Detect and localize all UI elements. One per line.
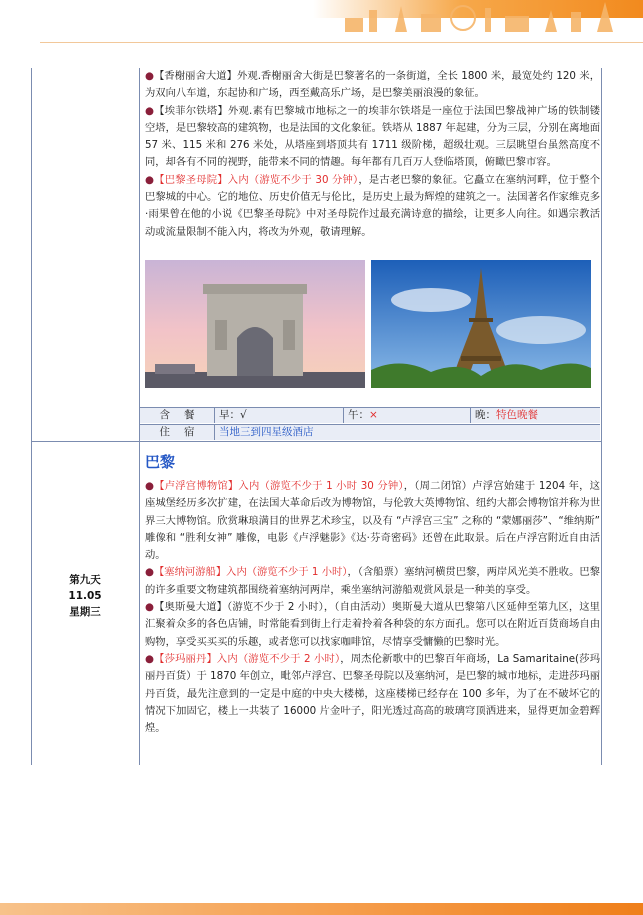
breakfast-cell: 早：√: [214, 408, 343, 423]
bullet-icon: ●: [145, 601, 155, 614]
attraction-samaritaine: ●【莎玛丽丹】入内（游览不少于 2 小时），周杰伦新歌中的巴黎百年商场，La Samaritaine(莎玛丽丹百货）于 1870 年创立，毗邻卢浮宫、巴黎圣母院以及塞纳河，是巴黎的城市地标，走进莎玛丽丹百货，最先注意到的一定是中庭的中央大楼梯，这座楼梯已经存在 100 多年，为了在不破坏它的情况下加固它，楼上一共装了 16000 片金叶子，阳光透过高高的玻璃穹顶洒进来，显得更加金碧辉煌。: [145, 652, 600, 735]
attraction-louvre: ●【卢浮宫博物馆】入内（游览不少于 1 小时 30 分钟），（周二闭馆）卢浮宫始建于 1204 年，这座城堡经历多次扩建，在法国大革命后改为博物馆，与伦敦大英博物馆、纽约大都会博物馆并称为世界三大博物馆。欣赏琳琅满目的世界艺术珍宝，以及有 “卢浮宫三宝” 之称的 “蒙娜丽莎”、“维纳斯” 雕像和 “胜利女神” 雕像，电影《卢浮魅影》《达·芬奇密码》还曾在此取景。后在卢浮宫附近自由活动。: [145, 480, 600, 562]
eiffel-tower-photo: [371, 260, 591, 402]
photo-row: [145, 260, 600, 402]
arc-de-triomphe-photo: [145, 260, 365, 402]
header-rule: [40, 42, 643, 43]
bullet-icon: ●: [145, 173, 155, 186]
day9-label: 第九天 11.05 星期三: [68, 574, 102, 618]
bullet-icon: ●: [145, 104, 155, 117]
day-separator: [31, 441, 602, 442]
attraction-eiffel-tower: ●【埃菲尔铁塔】外观.素有巴黎城市地标之一的埃菲尔铁塔是一座位于法国巴黎战神广场的铁制镂空塔，是巴黎较高的建筑物，也是法国的文化象征。铁塔从 1887 年起建，分为三层，分别在离地面 57 米、115 米和 276 米处，从塔座到塔顶共有 1711 级阶梯，超级壮观。三层眺望台虽然高度不同，却各有不同的视野，能带来不同的情趣。每年都有几百万人登临塔顶，俯瞰巴黎市容。: [145, 104, 600, 169]
hotel-row: 住宿 当地三到四星级酒店: [140, 424, 600, 440]
footer-stripe: [0, 903, 643, 915]
day8-attractions: [145, 68, 600, 241]
day9-attractions: [145, 478, 600, 737]
meals-row: 含餐 早：√ 午：× 晚：特色晚餐: [140, 407, 600, 423]
attraction-seine-cruise: ●【塞纳河游船】入内（游览不少于 1 小时），（含船票）塞纳河横贯巴黎，两岸风光美不胜收。巴黎的许多重要文物建筑都围绕着塞纳河两岸，乘坐塞纳河游船观赏风景是一种美的享受。: [145, 566, 600, 596]
day-column: [32, 68, 140, 765]
dinner-cell: 晚：特色晚餐: [470, 408, 600, 423]
attraction-champs-elysees: ●【香榭丽舍大道】外观.香榭丽舍大街是巴黎著名的一条街道，全长 1800 米，最宽处约 120 米，为双向八车道，东起协和广场，西至戴高乐广场，是巴黎美丽浪漫的象征。: [145, 70, 600, 100]
city-skyline-icon: [335, 0, 635, 40]
bullet-icon: ●: [145, 70, 155, 82]
attraction-notre-dame: ●【巴黎圣母院】入内（游览不少于 30 分钟），是古老巴黎的象征。它矗立在塞纳河畔，位于整个巴黎城的中心。它的地位、历史价值无与伦比，是历史上最为辉煌的建筑之一。法国著名作家维克多·雨果曾在他的小说《巴黎圣母院》中对圣母院作过最充满诗意的描绘，让更多人向往。如遇宗教活动或流量限制不能入内，将改为外观，敬请理解。: [145, 173, 600, 238]
lunch-cell: 午：×: [343, 408, 470, 423]
header-decoration: [0, 0, 643, 44]
bullet-icon: ●: [145, 652, 155, 665]
bullet-icon: ●: [145, 480, 155, 492]
attraction-haussmann: ●【奥斯曼大道】（游览不少于 2 小时），（自由活动）奥斯曼大道从巴黎第八区延伸至第九区，这里汇聚着众多的各色店铺，时常能看到街上行走着拎着各种袋的东方面孔。您可以在附近百货商场自由购物，享受买买买的乐趣，或者您可以找家咖啡馆，尽情享受慵懒的巴黎时光。: [145, 601, 600, 648]
bullet-icon: ●: [145, 566, 154, 579]
city-heading: 巴黎: [145, 453, 176, 471]
